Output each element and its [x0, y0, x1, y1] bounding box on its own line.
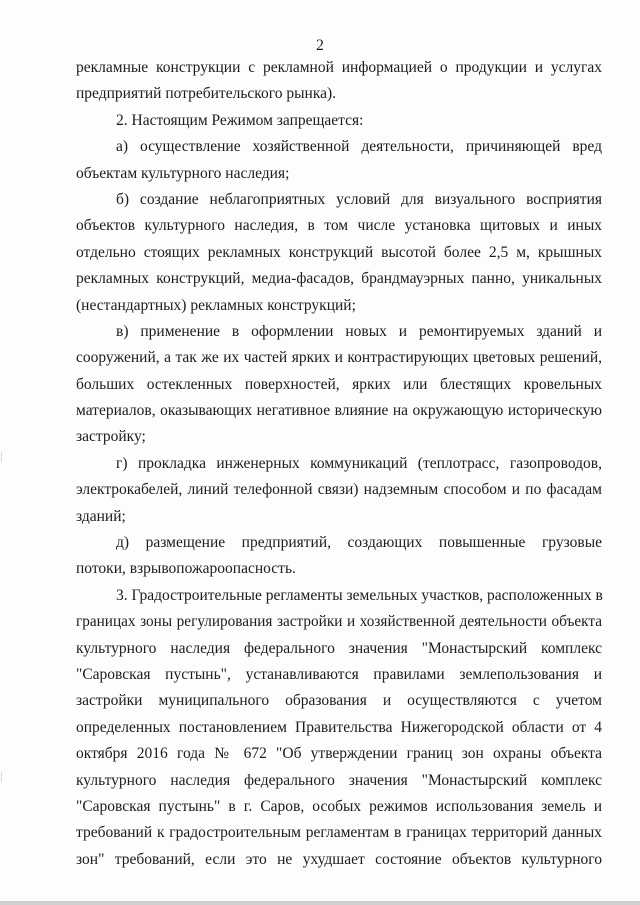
- text-line: "Саровская пустынь", устанавливаются правилами землепользования и: [76, 665, 602, 683]
- text-line: "Саровская пустынь" в г. Саров, особых режимов использования земель и: [76, 797, 602, 815]
- text-line: застройки муниципального образования и осуществляются с учетом: [76, 692, 602, 710]
- text-line: застройку;: [76, 428, 146, 446]
- text-line: культурного наследия федерального значения "Монастырский комплекс: [76, 639, 602, 657]
- text-line: объектов культурного наследия, в том числе установка щитовых и иных: [76, 217, 602, 235]
- text-line: культурного наследия федерального значения "Монастырский комплекс: [76, 771, 602, 789]
- text-line: требований к градостроительным регламентам в границах территорий данных: [76, 824, 602, 842]
- text-line: отдельно стоящих рекламных конструкций высотой более 2,5 м, крышных: [76, 243, 602, 261]
- scan-bottom-edge: [0, 901, 640, 905]
- text-line: б) создание неблагоприятных условий для визуального восприятия: [116, 190, 602, 208]
- text-line: г) прокладка инженерных коммуникаций (теплотрасс, газопроводов,: [116, 454, 602, 472]
- text-line: предприятий потребительского рынка).: [76, 85, 337, 103]
- text-line: материалов, оказывающих негативное влияние на окружающую историческую: [76, 402, 602, 420]
- text-line: объектам культурного наследия;: [76, 164, 290, 182]
- text-line: рекламные конструкции с рекламной информацией о продукции и услугах: [76, 59, 602, 76]
- text-line: (нестандартных) рекламных конструкций;: [76, 296, 356, 314]
- text-line: зон" требований, если это не ухудшает состояние объектов культурного: [76, 850, 602, 868]
- page-number: 2: [316, 37, 324, 54]
- text-line: рекламных конструкций, медиа-фасадов, брандмауэрных панно, уникальных: [76, 270, 602, 288]
- text-line: 3. Градостроительные регламенты земельных участков, расположенных в: [116, 586, 603, 604]
- text-line: 2. Настоящим Режимом запрещается:: [116, 111, 364, 129]
- text-line: больших остекленных поверхностей, ярких или блестящих кровельных: [76, 375, 602, 393]
- text-line: границах зоны регулирования застройки и хозяйственной деятельности объекта: [76, 613, 602, 631]
- document-body: [76, 55, 602, 873]
- text-line: зданий;: [76, 507, 126, 525]
- text-line: д) размещение предприятий, создающих повышенные грузовые: [116, 534, 602, 552]
- text-line: сооружений, а так же их частей ярких и контрастирующих цветовых решений,: [76, 349, 602, 367]
- text-line: электрокабелей, линий телефонной связи) надземным способом и по фасадам: [76, 481, 602, 499]
- scan-margin-mark: [1, 772, 2, 782]
- text-line: определенных постановлением Правительства Нижегородской области от 4: [76, 718, 602, 736]
- scan-margin-mark: [1, 452, 2, 462]
- text-line: в) применение в оформлении новых и ремонтируемых зданий и: [116, 322, 602, 340]
- text-line: а) осуществление хозяйственной деятельности, причиняющей вред: [116, 138, 602, 156]
- text-line: потоки, взрывопожароопасность.: [76, 560, 296, 578]
- text-line: октября 2016 года № 672 "Об утверждении границ зон охраны объекта: [76, 745, 602, 763]
